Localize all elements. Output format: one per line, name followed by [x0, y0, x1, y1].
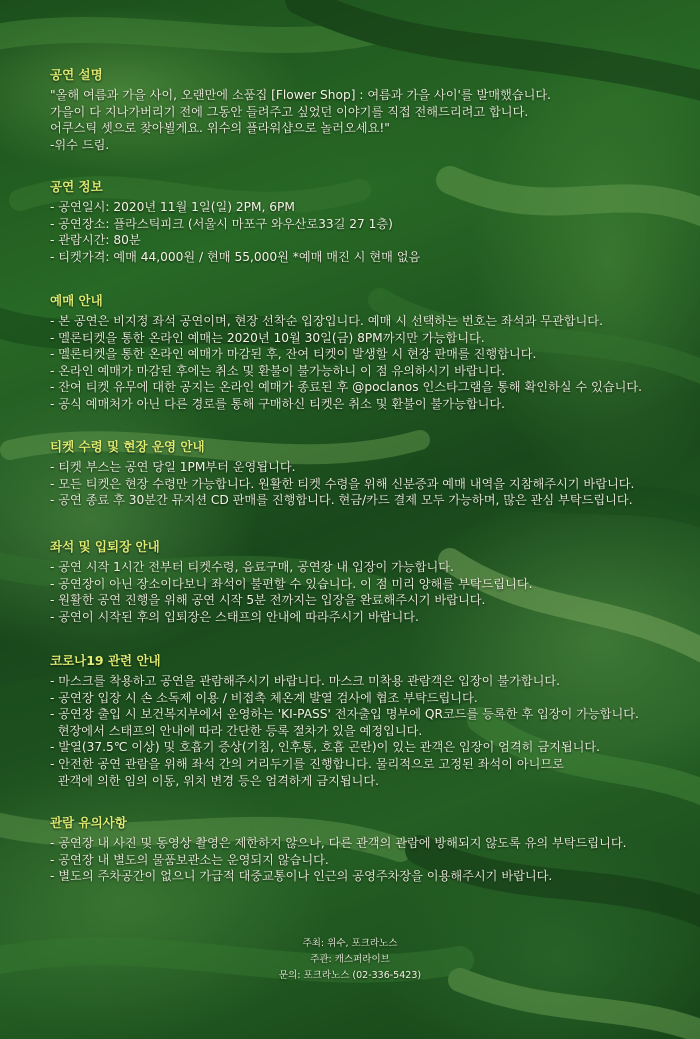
text-line: - 공연장소: 플라스틱피크 (서울시 마포구 와우산로33길 27 1층)	[50, 216, 393, 231]
text-line: 현장에서 스태프의 안내에 따라 간단한 등록 절차가 있을 예정입니다.	[50, 723, 423, 738]
text-line: - 공연장 내 사진 및 동영상 촬영은 제한하지 않으나, 다른 관객의 관람에 방해되지 않도록 유의 부탁드립니다.	[50, 836, 627, 850]
text-line: - 발열(37.5℃ 이상) 및 호흡기 증상(기침, 인후통, 호흡 곤란)이 있는 관객은 입장이 엄격히 금지됩니다.	[50, 740, 601, 755]
text-line: - 티켓가격: 예매 44,000원 / 현매 55,000원 *예매 매진 시 현매 없음	[50, 249, 421, 264]
text-line: - 본 공연은 비지정 좌석 공연이며, 현장 선착순 입장입니다. 예매 시 선택하는 번호는 좌석과 무관합니다.	[50, 314, 603, 328]
text-line: - 마스크를 착용하고 공연을 관람해주시기 바랍니다. 마스크 미착용 관람객은 입장이 불가합니다.	[50, 674, 561, 688]
host-credit: 주최: 위수, 포크라노스	[302, 938, 398, 949]
text-line: - 안전한 공연 관람을 위해 좌석 간의 거리두기를 진행합니다. 물리적으로 고정된 좌석이 아니므로	[50, 756, 564, 771]
text-line: - 멜론티켓을 통한 온라인 예매가 마감된 후, 잔여 티켓이 발생할 시 현장 판매를 진행합니다.	[50, 347, 537, 362]
section-heading: 공연 설명	[50, 67, 103, 82]
section-performance-description	[50, 66, 670, 153]
section-heading: 코로나19 관련 안내	[50, 653, 161, 668]
section-seating-entry	[50, 538, 670, 625]
text-line: - 공연장 내 별도의 물품보관소는 운영되지 않습니다.	[50, 852, 329, 867]
text-line: - 잔여 티켓 유무에 대한 공지는 온라인 예매가 종료된 후 @poclanos 인스타그램을 통해 확인하실 수 있습니다.	[50, 380, 642, 395]
section-viewing-notes	[50, 814, 670, 885]
section-heading: 관람 유의사항	[50, 815, 127, 830]
text-line: - 원활한 공연 진행을 위해 공연 시작 5분 전까지는 입장을 완료해주시기 바랍니다.	[50, 593, 486, 608]
text-line: "올해 여름과 가을 사이, 오랜만에 소품집 [Flower Shop] : 여름과 가을 사이'를 발매했습니다.	[50, 88, 551, 102]
section-heading: 좌석 및 입퇴장 안내	[50, 539, 160, 554]
section-heading: 예매 안내	[50, 293, 103, 308]
text-line: - 공연 시작 1시간 전부터 티켓수령, 음료구매, 공연장 내 입장이 가능합니다.	[50, 560, 454, 574]
text-line: - 티켓 부스는 공연 당일 1PM부터 운영됩니다.	[50, 460, 296, 474]
section-covid19	[50, 652, 670, 789]
section-booking-info	[50, 292, 670, 413]
text-line: - 관람시간: 80분	[50, 233, 141, 248]
text-line: - 온라인 예매가 마감된 후에는 취소 및 환불이 불가능하니 이 점 유의하시기 바랍니다.	[50, 363, 506, 378]
text-line: - 공연이 시작된 후의 입퇴장은 스태프의 안내에 따라주시기 바랍니다.	[50, 609, 419, 624]
text-line: - 공연장 입장 시 손 소독제 이용 / 비접촉 체온계 발열 검사에 협조 부탁드립니다.	[50, 690, 478, 705]
text-line: - 멜론티켓을 통한 온라인 예매는 2020년 10월 30일(금) 8PM까지만 가능합니다.	[50, 330, 485, 345]
text-line: - 공식 예매처가 아닌 다른 경로를 통해 구매하신 티켓은 취소 및 환불이 불가능합니다.	[50, 396, 506, 411]
text-line: 가을이 다 지나가버리기 전에 그동안 들려주고 싶었던 이야기를 직접 전해드리려고 합니다.	[50, 104, 529, 119]
text-line: - 공연장이 아닌 장소이다보니 좌석이 불편할 수 있습니다. 이 점 미리 양해를 부탁드립니다.	[50, 576, 533, 591]
section-performance-info	[50, 178, 670, 265]
text-line: - 공연일시: 2020년 11월 1일(일) 2PM, 6PM	[50, 200, 295, 214]
text-line: 어쿠스틱 셋으로 찾아뵐게요. 위수의 플라워샵으로 놀러오세요!"	[50, 121, 390, 136]
text-line: - 공연장 출입 시 보건복지부에서 운영하는 'KI-PASS' 전자출입 명부에 QR코드를 등록한 후 입장이 가능합니다.	[50, 707, 639, 722]
section-heading: 티켓 수령 및 현장 운영 안내	[50, 439, 205, 454]
text-line: - 모든 티켓은 현장 수령만 가능합니다. 원활한 티켓 수령을 위해 신분증과 예매 내역을 지참해주시기 바랍니다.	[50, 476, 635, 491]
credits-footer	[250, 936, 450, 984]
section-heading: 공연 정보	[50, 179, 103, 194]
contact-credit: 문의: 포크라노스 (02-336-5423)	[278, 970, 422, 981]
organizer-credit: 주관: 캐스퍼라이브	[310, 954, 390, 965]
text-line: - 별도의 주차공간이 없으니 가급적 대중교통이나 인근의 공영주차장을 이용해주시기 바랍니다.	[50, 869, 553, 884]
text-line: - 공연 종료 후 30분간 뮤지션 CD 판매를 진행합니다. 현금/카드 결제 모두 가능하며, 많은 관심 부탁드립니다.	[50, 493, 633, 508]
section-ticket-pickup	[50, 438, 670, 509]
text-line: -위수 드림.	[50, 137, 110, 152]
text-line: 관객에 의한 임의 이동, 위치 변경 등은 엄격하게 금지됩니다.	[50, 773, 380, 788]
